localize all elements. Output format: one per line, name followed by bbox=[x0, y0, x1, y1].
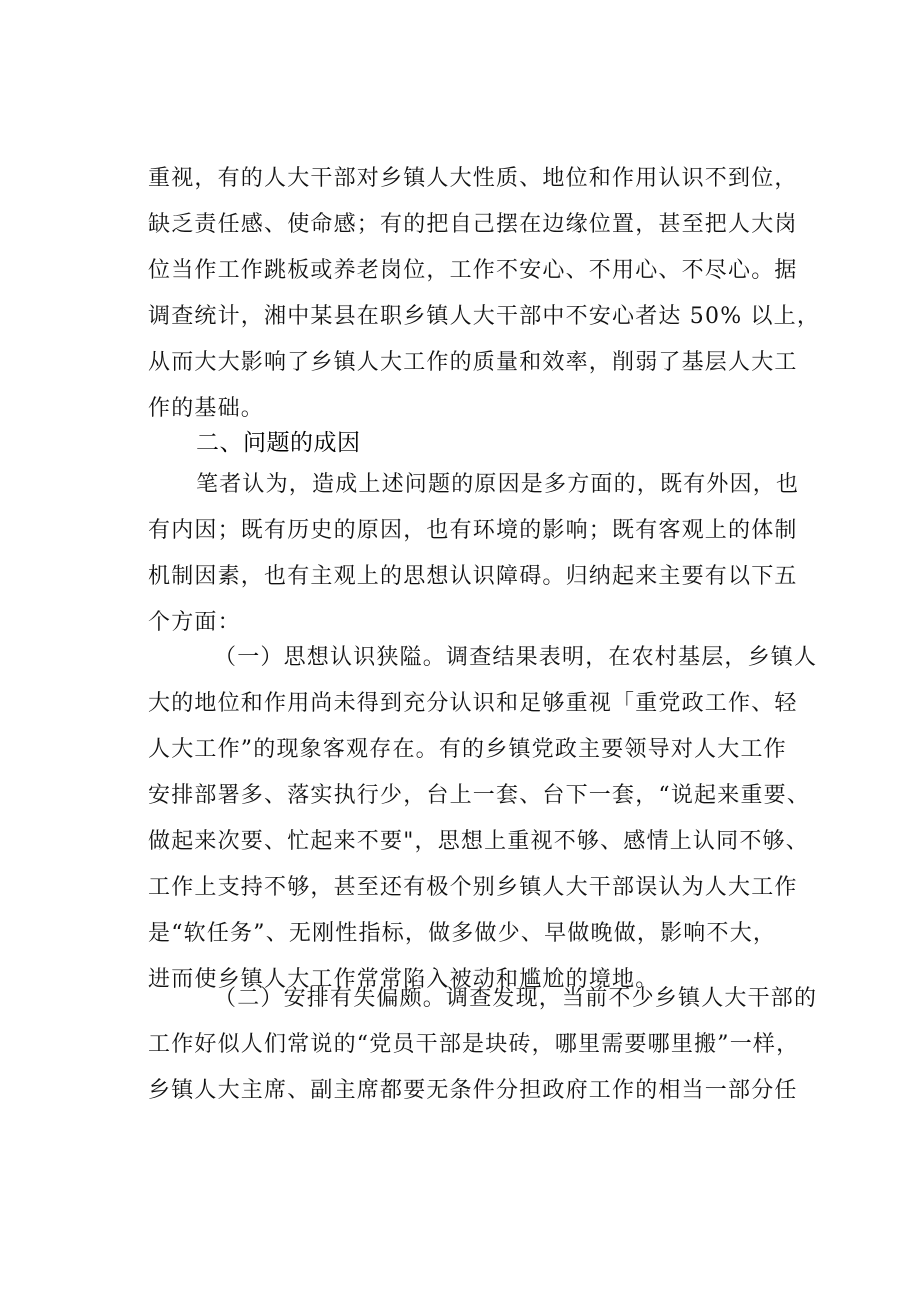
paragraph-line: 安排部署多、落实执行少，台上一套、台下一套，“说起来重要、 bbox=[148, 783, 811, 808]
paragraph-line: 重视，有的人大干部对乡镇人大性质、地位和作用认识不到位， bbox=[148, 166, 798, 191]
paragraph-line: 有内因；既有历史的原因，也有环境的影响；既有客观上的体制 bbox=[148, 518, 798, 543]
paragraph-line: 机制因素，也有主观上的思想认识障碍。归纳起来主要有以下五 bbox=[148, 564, 798, 589]
paragraph-line: 从而大大影响了乡镇人大工作的质量和效率，削弱了基层人大工 bbox=[148, 350, 798, 375]
paragraph-line: 个方面： bbox=[148, 610, 241, 635]
paragraph-line: 工作好似人们常说的“党员干部是块砖，哪里需要哪里搬”一样， bbox=[148, 1032, 800, 1057]
paragraph-line: 工作上支持不够，甚至还有极个别乡镇人大干部误认为人大工作 bbox=[148, 875, 798, 900]
paragraph-line: 是“软任务”、无刚性指标，做多做少、早做晚做，影响不大， bbox=[148, 921, 777, 946]
paragraph-line: 做起来次要、忙起来不要"，思想上重视不够、感情上认同不够、 bbox=[148, 829, 809, 854]
paragraph-line: 人大工作”的现象客观存在。有的乡镇党政主要领导对人大工作 bbox=[148, 737, 787, 762]
paragraph-line: （二）安排有失偏颇。调查发现，当前不少乡镇人大干部的 bbox=[214, 986, 818, 1011]
paragraph-line: 笔者认为，造成上述问题的原因是多方面的，既有外因，也 bbox=[196, 472, 800, 497]
paragraph-line: 位当作工作跳板或养老岗位，工作不安心、不用心、不尽心。据 bbox=[148, 258, 798, 283]
paragraph-line: 进而使乡镇人大工作常常陷入被动和尴尬的境地。 bbox=[148, 967, 659, 992]
paragraph-line: 调查统计，湘中某县在职乡镇人大干部中不安心者达 50% 以上， bbox=[148, 304, 821, 329]
section-heading: 二、问题的成因 bbox=[196, 430, 361, 456]
paragraph-line: 乡镇人大主席、副主席都要无条件分担政府工作的相当一部分任 bbox=[148, 1078, 798, 1103]
paragraph-line: 作的基础。 bbox=[148, 396, 265, 421]
paragraph-line: 缺乏责任感、使命感；有的把自己摆在边缘位置，甚至把人大岗 bbox=[148, 212, 798, 237]
paragraph-line: （一）思想认识狭隘。调查结果表明，在农村基层，乡镇人 bbox=[214, 645, 818, 670]
paragraph-line: 大的地位和作用尚未得到充分认识和足够重视「重党政工作、轻 bbox=[148, 691, 798, 716]
